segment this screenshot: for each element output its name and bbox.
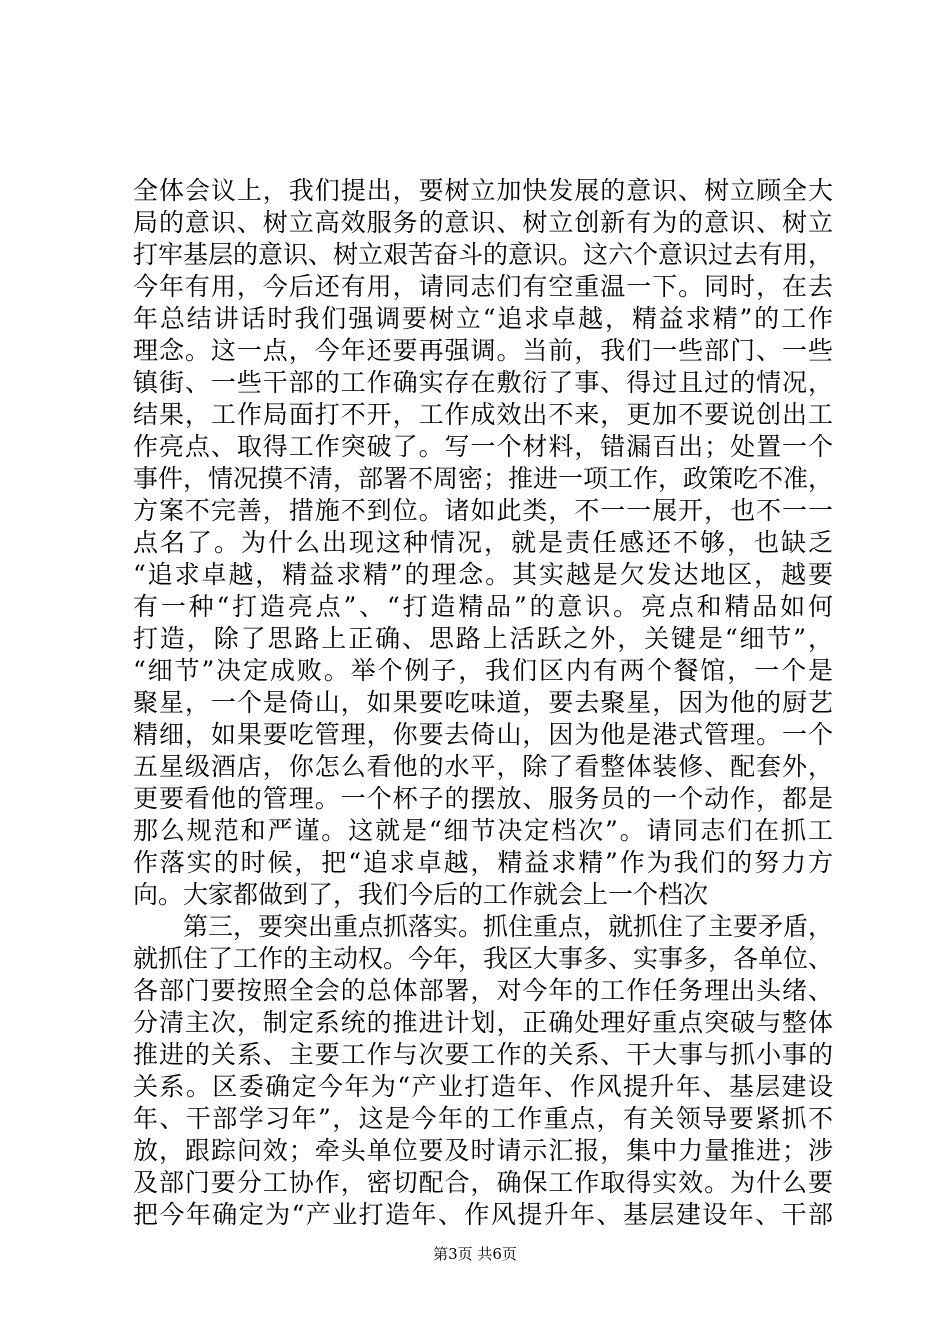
text-line: 那么规范和严谨。这就是“细节决定档次”。请同志们在抓工 — [133, 816, 833, 845]
text-line: 全体会议上，我们提出，要树立加快发展的意识、树立顾全大 — [133, 176, 833, 205]
text-line: 有一种“打造亮点”、“打造精品”的意识。亮点和精品如何 — [133, 592, 833, 621]
text-line: 事件，情况摸不清，部署不周密；推进一项工作，政策吃不准， — [133, 464, 833, 493]
text-line: 五星级酒店，你怎么看他的水平，除了看整体装修、配套外， — [133, 752, 833, 781]
text-line: 镇街、一些干部的工作确实存在敷衍了事、得过且过的情况， — [133, 368, 833, 397]
text-line: 打造，除了思路上正确、思路上活跃之外，关键是“细节”， — [133, 624, 833, 653]
text-line: 分清主次，制定系统的推进计划，正确处理好重点突破与整体 — [133, 1008, 833, 1037]
text-line: 就抓住了工作的主动权。今年，我区大事多、实事多，各单位、 — [133, 944, 833, 973]
text-line: 放，跟踪问效；牵头单位要及时请示汇报，集中力量推进；涉 — [133, 1136, 833, 1165]
text-line: 作亮点、取得工作突破了。写一个材料，错漏百出；处置一个 — [133, 432, 833, 461]
text-line: 各部门要按照全会的总体部署，对今年的工作任务理出头绪、 — [133, 976, 833, 1005]
text-line: 更要看他的管理。一个杯子的摆放、服务员的一个动作，都是 — [133, 784, 833, 813]
text-line: 把今年确定为“产业打造年、作风提升年、基层建设年、干部 — [133, 1200, 833, 1229]
text-line: 理念。这一点，今年还要再强调。当前，我们一些部门、一些 — [133, 336, 833, 365]
text-line: 点名了。为什么出现这种情况，就是责任感还不够，也缺乏 — [133, 528, 833, 557]
text-line: 今年有用，今后还有用，请同志们有空重温一下。同时，在去 — [133, 272, 833, 301]
text-line: 关系。区委确定今年为“产业打造年、作风提升年、基层建设 — [133, 1072, 833, 1101]
text-line: 精细，如果要吃管理，你要去倚山，因为他是港式管理。一个 — [133, 720, 833, 749]
paragraph-first-line: 第三，要突出重点抓落实。抓住重点，就抓住了主要矛盾， — [183, 912, 833, 941]
text-line: 局的意识、树立高效服务的意识、树立创新有为的意识、树立 — [133, 208, 833, 237]
text-line: 推进的关系、主要工作与次要工作的关系、干大事与抓小事的 — [133, 1040, 833, 1069]
text-line: “细节”决定成败。举个例子，我们区内有两个餐馆，一个是 — [133, 656, 833, 685]
text-line: 及部门要分工协作，密切配合，确保工作取得实效。为什么要 — [133, 1168, 833, 1197]
text-line: “追求卓越，精益求精”的理念。其实越是欠发达地区，越要 — [133, 560, 833, 589]
text-line: 作落实的时候，把“追求卓越，精益求精”作为我们的努力方 — [133, 848, 833, 877]
text-line: 结果，工作局面打不开，工作成效出不来，更加不要说创出工 — [133, 400, 833, 429]
text-line: 打牢基层的意识、树立艰苦奋斗的意识。这六个意识过去有用， — [133, 240, 833, 269]
text-line: 方案不完善，措施不到位。诸如此类，不一一展开，也不一一 — [133, 496, 833, 525]
text-line: 向。大家都做到了，我们今后的工作就会上一个档次 — [133, 880, 709, 909]
text-line: 聚星，一个是倚山，如果要吃味道，要去聚星，因为他的厨艺 — [133, 688, 833, 717]
body-text — [133, 175, 833, 1231]
text-line: 年、干部学习年”，这是今年的工作重点，有关领导要紧抓不 — [133, 1104, 833, 1133]
text-line: 年总结讲话时我们强调要树立“追求卓越，精益求精”的工作 — [133, 304, 833, 333]
page-number-footer: 第3页 共6页 — [433, 1245, 517, 1263]
